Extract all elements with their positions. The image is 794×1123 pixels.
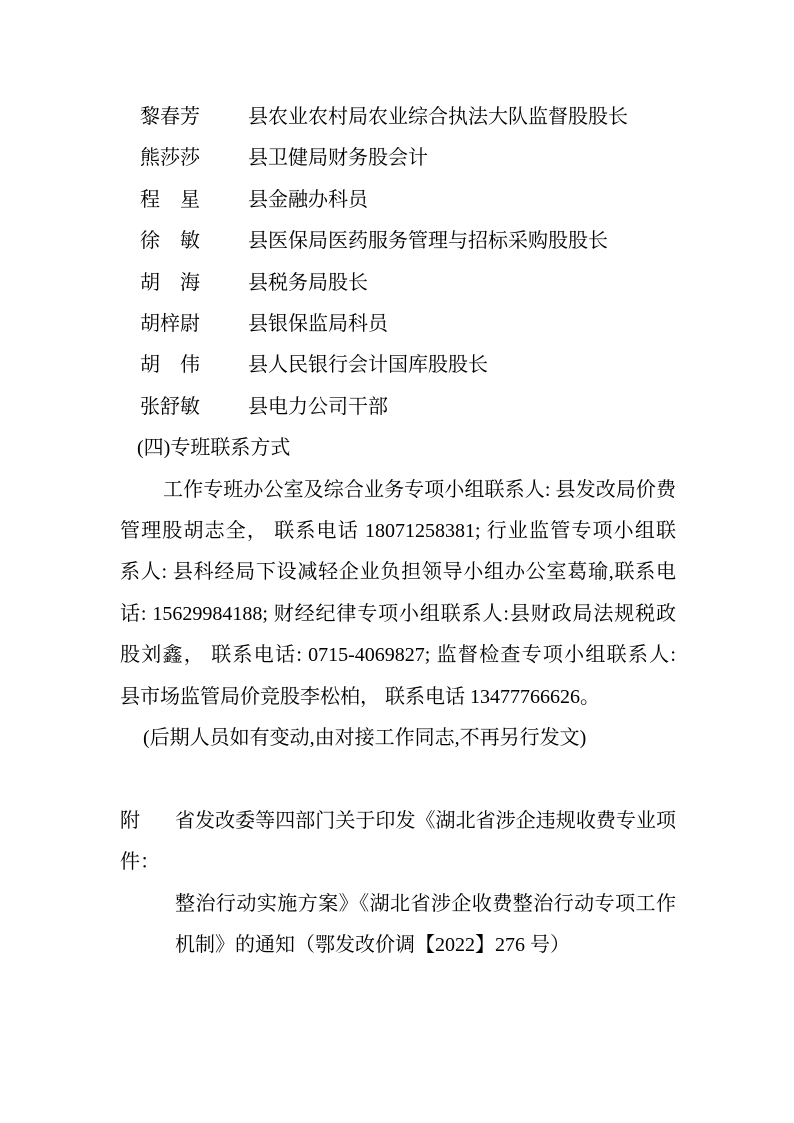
roster-name: 张舒敏: [140, 395, 200, 418]
roster-name: 胡 海: [140, 271, 200, 294]
contact-line: 工作专班办公室及综合业务专项小组联系人: 县发改局价费: [163, 478, 676, 501]
roster-title: 县金融办科员: [248, 188, 368, 211]
roster-list: [120, 97, 676, 428]
roster-row: [120, 180, 676, 221]
roster-row: [120, 97, 676, 138]
attachment-line: 机制》的通知（鄂发改价调【2022】276 号）: [175, 934, 570, 957]
attachment-title-text: 省发改委等四部门关于印发《湖北省涉企违规收费专业项: [175, 809, 676, 832]
section-heading: (四)专班联系方式: [137, 437, 291, 460]
roster-name: 熊莎莎: [140, 147, 200, 170]
roster-name: 胡 伟: [140, 354, 200, 377]
attachment-block: [120, 801, 676, 967]
roster-title: 县卫健局财务股会计: [248, 147, 428, 170]
roster-row: [120, 304, 676, 345]
roster-title: 县医保局医药服务管理与招标采购股股长: [248, 230, 608, 253]
attachment-line: [120, 801, 676, 884]
roster-title: 县人民银行会计国库股股长: [248, 354, 488, 377]
roster-name: 胡梓尉: [140, 313, 200, 336]
attachment-line: 整治行动实施方案》《湖北省涉企收费整治行动专项工作: [175, 892, 676, 915]
roster-row: [120, 221, 676, 262]
contact-line: 县市场监管局价竞股李松柏， 联系电话 13477766626。: [120, 685, 600, 708]
attachment-label: 附件：: [120, 809, 160, 874]
contact-line: 管理股胡志全， 联系电话 18071258381; 行业监管专项小组联: [120, 520, 676, 543]
roster-name: 黎春芳: [140, 106, 200, 128]
roster-name: 徐 敏: [140, 230, 200, 253]
note-line: (后期人员如有变动,由对接工作同志,不再另行发文): [143, 727, 587, 750]
contact-line: 股刘鑫， 联系电话: 0715-4069827; 监督检查专项小组联系人:: [120, 644, 676, 667]
roster-row: [120, 138, 676, 179]
roster-row: [120, 345, 676, 386]
roster-name: 程 星: [140, 188, 200, 211]
roster-title: 县银保监局科员: [248, 313, 388, 336]
roster-row: [120, 387, 676, 428]
contact-paragraph: [120, 470, 676, 718]
roster-title: 县电力公司干部: [248, 395, 388, 418]
contact-line: 系人: 县科经局下设减轻企业负担领导小组办公室葛瑜,联系电: [120, 561, 676, 584]
document-content: [120, 97, 676, 967]
roster-title: 县税务局股长: [248, 271, 368, 294]
roster-row: [120, 263, 676, 304]
roster-title: 县农业农村局农业综合执法大队监督股股长: [248, 106, 628, 128]
contact-line: 话: 15629984188; 财经纪律专项小组联系人:县财政局法规税政: [120, 602, 676, 625]
